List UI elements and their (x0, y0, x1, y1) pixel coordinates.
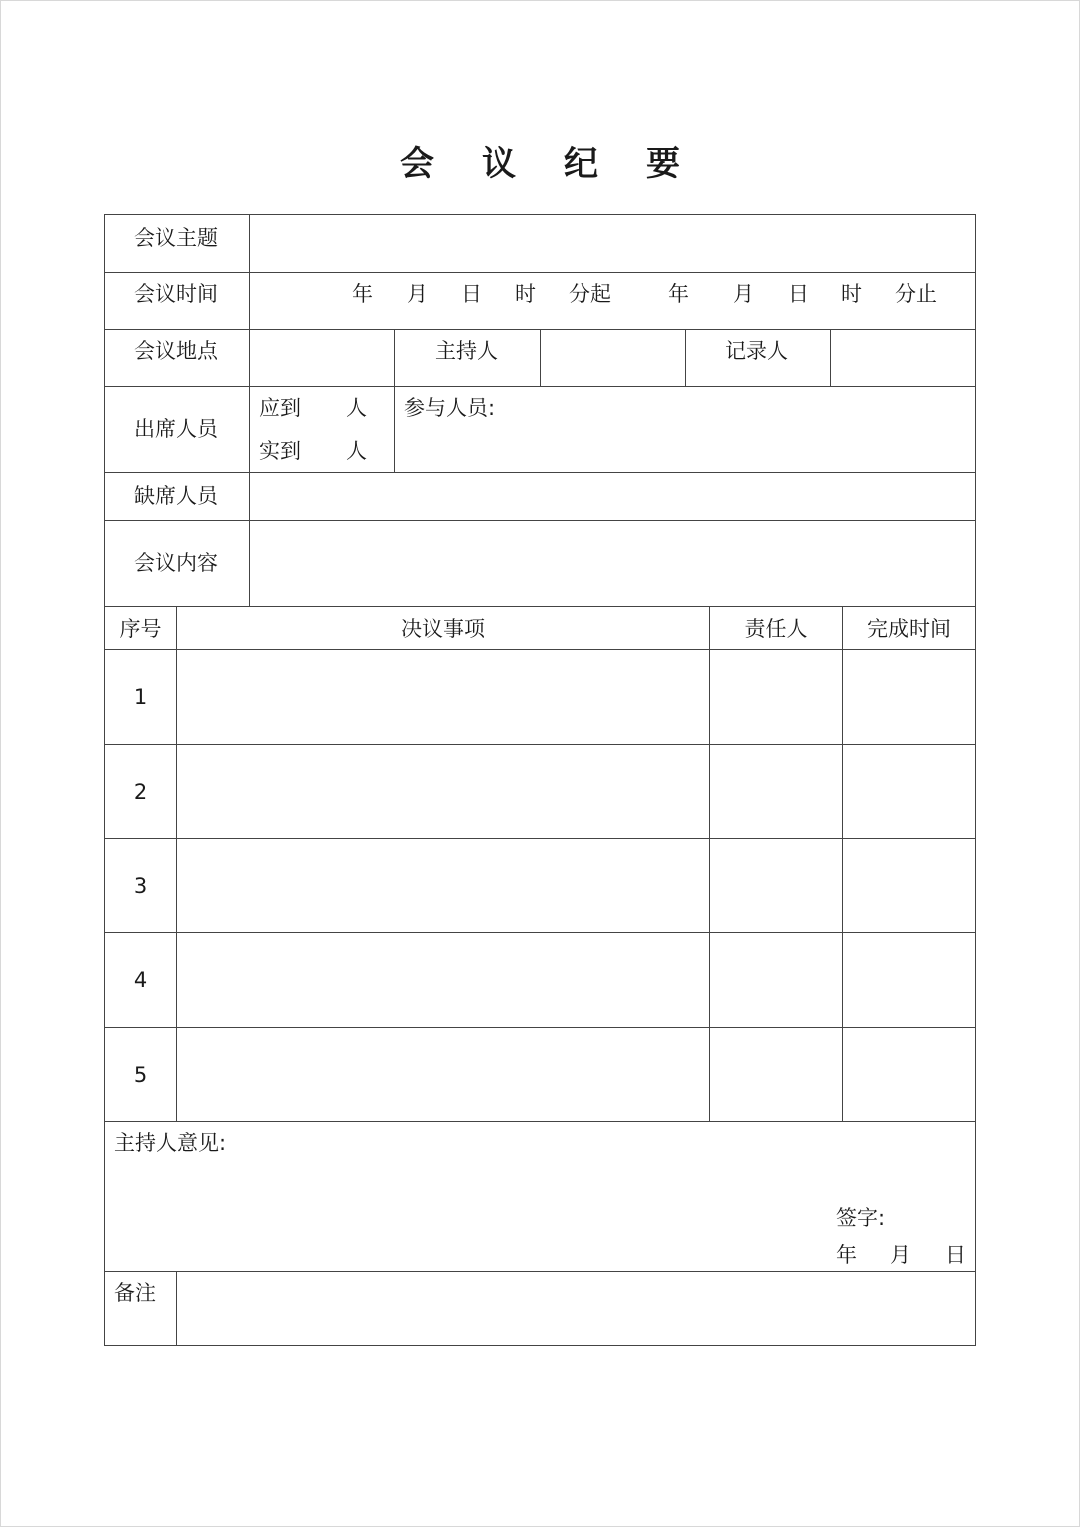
title-char-3: 纪 (564, 144, 598, 184)
participants-label: 参与人员: (404, 396, 496, 420)
title-char-2: 议 (482, 144, 516, 184)
col-divider (685, 329, 686, 386)
page-title (0, 136, 1080, 185)
actual-label: 实到 (259, 439, 301, 463)
expected-label: 应到 (259, 396, 301, 420)
remarks-label: 备注 (114, 1281, 156, 1305)
topic-label: 会议主题 (134, 226, 218, 250)
meeting-minutes-form (104, 214, 976, 1346)
sign-year-label: 年 (836, 1243, 857, 1267)
end-month-label: 月 (733, 282, 754, 306)
content-label: 会议内容 (134, 551, 218, 575)
row-divider (105, 649, 975, 650)
attendees-label: 出席人员 (134, 417, 218, 441)
end-hour-label: 时 (841, 282, 862, 306)
row-index-1: 1 (133, 685, 148, 709)
end-minute-label: 分止 (895, 282, 937, 306)
header-resolution: 决议事项 (401, 616, 485, 641)
row-index-2: 2 (133, 779, 148, 804)
col-divider (176, 1271, 177, 1345)
row-index-5: 5 (133, 1062, 148, 1087)
row-index-3: 3 (133, 873, 148, 898)
signature-label: 签字: (836, 1206, 886, 1230)
col-divider (249, 215, 250, 606)
row-divider (105, 744, 975, 745)
row-divider (105, 838, 975, 839)
start-minute-label: 分起 (569, 282, 611, 306)
row-index-4: 4 (133, 968, 148, 992)
row-divider (105, 1027, 975, 1028)
actual-unit: 人 (346, 439, 367, 463)
row-divider (105, 472, 975, 473)
host-label: 主持人 (435, 339, 498, 363)
title-char-4: 要 (646, 144, 680, 184)
start-day-label: 日 (461, 282, 482, 306)
col-divider (176, 606, 177, 1121)
end-day-label: 日 (788, 282, 809, 306)
recorder-label: 记录人 (725, 339, 788, 363)
title-char-1: 会 (400, 144, 434, 184)
header-index: 序号 (119, 616, 162, 641)
sign-month-label: 月 (890, 1243, 911, 1267)
row-divider (105, 520, 975, 521)
header-owner: 责任人 (744, 616, 808, 641)
expected-unit: 人 (346, 396, 367, 420)
header-deadline: 完成时间 (867, 616, 951, 641)
sign-day-label: 日 (945, 1243, 966, 1267)
location-label: 会议地点 (134, 339, 218, 363)
row-divider (105, 386, 975, 387)
absent-label: 缺席人员 (134, 484, 218, 508)
col-divider (709, 606, 710, 1121)
end-year-label: 年 (668, 282, 689, 306)
row-divider (105, 932, 975, 933)
host-opinion-label: 主持人意见: (114, 1131, 227, 1155)
time-label: 会议时间 (134, 282, 218, 306)
row-divider (105, 1271, 975, 1272)
start-year-label: 年 (352, 282, 373, 306)
start-hour-label: 时 (515, 282, 536, 306)
row-divider (105, 1121, 975, 1122)
col-divider (540, 329, 541, 386)
start-month-label: 月 (407, 282, 428, 306)
col-divider (842, 606, 843, 1121)
col-divider (830, 329, 831, 386)
col-divider (394, 329, 395, 472)
row-divider (105, 272, 975, 273)
